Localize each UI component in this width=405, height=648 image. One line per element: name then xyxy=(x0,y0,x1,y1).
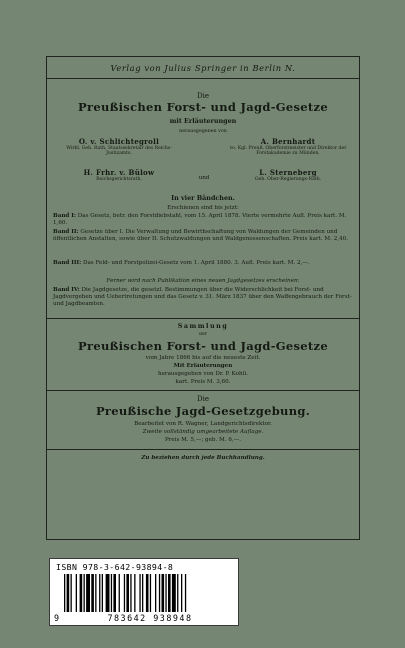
divider-3 xyxy=(47,390,359,391)
series3-price: Preis M. 5,—; geb. M. 6,—. xyxy=(164,437,242,443)
series3-edition: Zweite vollständig umgearbeitete Auflage. xyxy=(142,429,264,435)
barcode-bars xyxy=(64,574,228,612)
series2-price: kart. Preis M. 3,60. xyxy=(175,379,231,385)
series3-die: Die xyxy=(197,395,209,403)
band-1: Band I: Das Gesetz, betr. den Forstdiebstahl, vom 15. April 1878. Vierte vermehrte Aufl. Preis kart. M. 1,60. xyxy=(53,213,347,226)
divider-4 xyxy=(47,449,359,450)
isbn-label: ISBN 978-3-642-93894-8 xyxy=(56,562,174,572)
series3-title: Preußische Jagd-Gesetzgebung. xyxy=(95,404,311,418)
isbn-number: 783642 938948 xyxy=(107,613,193,623)
series1-erschienen: Erschienen sind bis jetzt: xyxy=(167,205,239,211)
series3-author: Bearbeitet von R. Wagner, Landgerichtsdirektor. xyxy=(134,421,272,427)
band-4: Band IV: Die Jagdgesetze, die gesetzl. Bestimmungen über die Widerschlichkeit bei Forst- und Jagdvergehen und Uebertretungen und das Gesetz v. 31. März 1837 über den Waffengebrauch der Forst- und Jagdbeamten. xyxy=(53,287,352,307)
series2-hrsg: herausgegeben von Dr. P. Kohli. xyxy=(158,371,248,377)
series1-die: Die xyxy=(197,92,209,100)
series1-baendchen: In vier Bändchen. xyxy=(171,194,235,202)
publisher-line: Verlag von Julius Springer in Berlin N. xyxy=(110,63,296,73)
advert-frame xyxy=(46,56,360,540)
footer-line: Zu beziehen durch jede Buchhandlung. xyxy=(141,455,265,461)
editors-und: und xyxy=(198,175,210,181)
band-3: Band III: Das Feld- und Forstpolizei-Gesetz vom 1. April 1880. 3. Aufl. Preis kart. M. 2,—. xyxy=(53,260,310,266)
editor-1: O. v. Schlichtegroll Wirkl. Geh. Rath, Staatssekretair des Reichs-Justizamts. xyxy=(66,137,172,157)
series1-ferner: Ferner wird nach Publikation eines neuen Jagdgesetzes erscheinen: xyxy=(106,278,300,284)
series1-hrsg: herausgegeben von xyxy=(179,129,227,134)
series2-sammlung: Sammlung xyxy=(177,322,229,330)
editor-3: H. Frhr. v. Bülow Reichsgerichtsrath. xyxy=(83,168,155,182)
series1-subtitle: mit Erläuterungen xyxy=(169,117,237,125)
series1-title: Preußischen Forst- und Jagd-Gesetze xyxy=(78,100,328,114)
editor-4: L. Sterneberg Geh. Ober-Regierungs-Rath. xyxy=(254,168,322,182)
series2-years: vom Jahre 1866 bis auf die neueste Zeit. xyxy=(145,355,261,361)
isbn-number-prefix: 9 xyxy=(54,613,60,623)
isbn-barcode xyxy=(49,558,239,626)
band-2: Band II: Gesetze über I. Die Verwaltung und Bewirthschaftung von Waldungen der Gemeinden und öffentlichen Anstalten, sowie über II. Schutzwaldungen und Waldgenossenschaften. Preis kart. M. 2,40. xyxy=(53,229,348,242)
editor-2: A. Bernhardt vo. Kgl. Preuß. Oberforstmeister und Direktor der Forstakademie zu Münden. xyxy=(229,137,347,157)
series2-der: der xyxy=(198,332,208,337)
series2-title: Preußischen Forst- und Jagd-Gesetze xyxy=(78,339,328,353)
series2-mit: Mit Erläuterungen xyxy=(173,363,233,369)
divider-top xyxy=(47,78,359,79)
divider-2 xyxy=(47,318,359,319)
